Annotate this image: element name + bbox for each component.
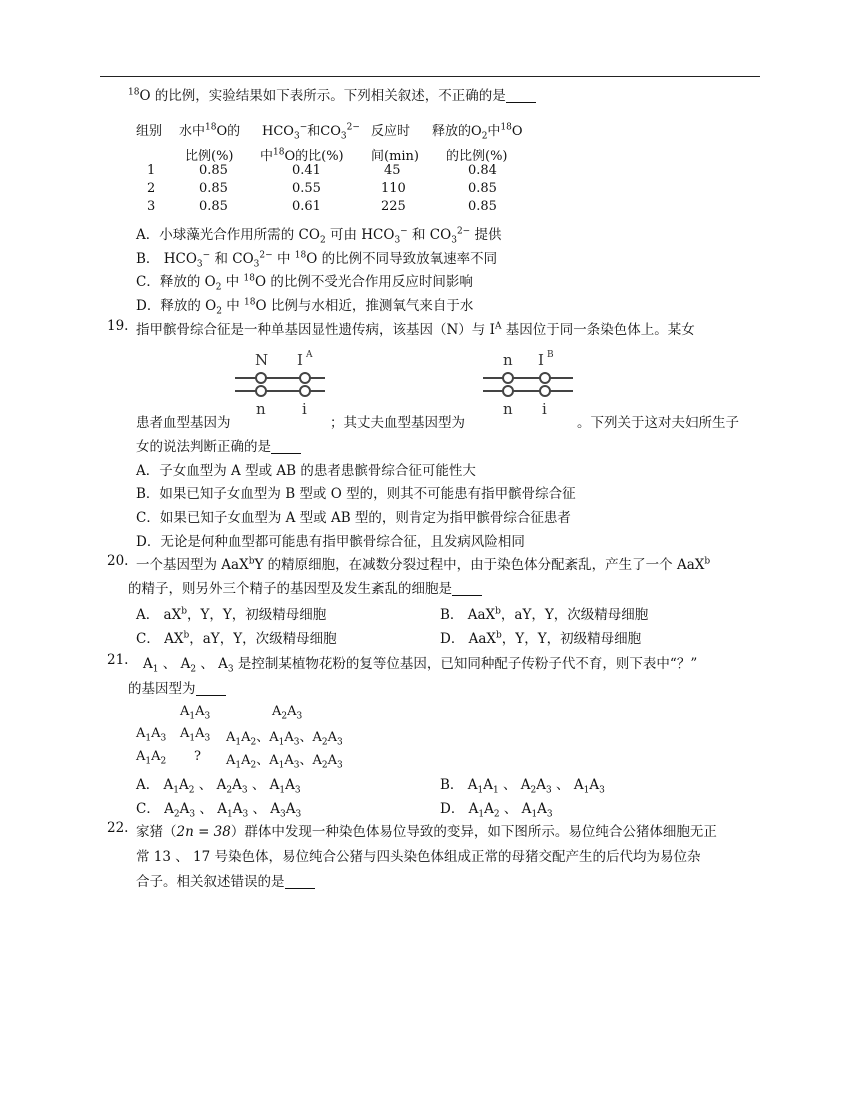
table-cell-question: ? [194, 749, 201, 764]
q18-option-b[interactable]: B． $HCO_3^-$ 和 $CO_3^{2-}$ 中 $^{18}$O 的比例不同导致放氧速率不同 [136, 250, 498, 270]
q22-stem-line3: 合子。相关叙述错误的是 [136, 870, 315, 890]
label-bot1: n [256, 400, 266, 418]
q19-option-d[interactable]: D．无论是何种血型都可能患有指甲髌骨综合征，且发病风险相同 [136, 534, 525, 550]
answer-blank[interactable] [506, 89, 536, 104]
q19-stem-line3: 女的说法判断正确的是 [136, 435, 301, 455]
table-cell: 0.61 [292, 199, 321, 214]
table-cell: 3 [147, 199, 156, 214]
table-cell: 1 [147, 163, 156, 178]
label-bot1: n [503, 400, 513, 418]
q22-number: 22. [107, 820, 129, 836]
label-top1: n [503, 351, 513, 369]
table-cell: 0.85 [468, 181, 497, 196]
label-bot2: i [302, 400, 307, 418]
table-header-water: 水中$^{18}$O的 [179, 122, 241, 139]
table-header-o2: 释放的$O_2$中$^{18}$O [432, 122, 523, 142]
q19-stem-line2c: 。下列关于这对夫妇所生子 [577, 415, 739, 431]
q20-stem-line1: 一个基因型为 AaX$^b$Y 的精原细胞，在减数分裂过程中，由于染色体分配紊乱，产生了一个 AaX$^b$ [136, 556, 711, 573]
answer-blank[interactable] [271, 440, 301, 455]
answer-blank[interactable] [196, 682, 226, 697]
table-cell: $A_1A_3$ [180, 726, 211, 744]
q19-option-b[interactable]: B．如果已知子女血型为 B 型或 O 型的，则其不可能患有指甲髌骨综合征 [136, 486, 576, 502]
table-cell: $A_1A_2$、$A_1A_3$、$A_2A_3$ [226, 753, 343, 771]
label-top2-sup: A [306, 350, 313, 360]
table-header-group: 组别 [136, 124, 163, 139]
table-cell: 110 [381, 181, 406, 196]
q20-option-b[interactable]: B． AaX$^b$，aY，Y，次级精母细胞 [440, 606, 649, 623]
q20-number: 20. [107, 553, 129, 569]
answer-blank[interactable] [285, 875, 315, 890]
q21-option-c[interactable]: C． $A_2A_3$ 、 $A_1A_3$ 、 $A_3A_3$ [136, 801, 302, 820]
table-header-o2-2: 的比例(%) [446, 149, 508, 164]
q19-stem-line2b: ；其丈夫血型基因型为 [330, 415, 465, 431]
q19-number: 19. [107, 318, 129, 334]
q22-stem-line1: 家猪（2n = 38）群体中发现一种染色体易位导致的变异，如下图所示。易位纯合公猪体细胞无正 [136, 824, 717, 840]
q19-stem-line1: 指甲髌骨综合征是一种单基因显性遗传病，该基因（N）与 $I^A$ 基因位于同一条染色体上。某女 [136, 321, 695, 338]
table-cell: $A_1A_2$、$A_1A_3$、$A_2A_3$ [226, 730, 343, 748]
table-cell: $A_1A_3$ [180, 704, 211, 722]
q18-option-d[interactable]: D．释放的 $O_2$ 中 $^{18}$O 比例与水相近，推测氧气来自于水 [136, 297, 474, 317]
answer-blank[interactable] [452, 582, 482, 597]
table-cell: 0.55 [292, 181, 321, 196]
header-rule [100, 76, 760, 77]
table-cell: $A_2A_3$ [272, 704, 303, 722]
table-header-time: 反应时 [371, 124, 411, 139]
table-cell: 2 [147, 181, 156, 196]
table-header-water-2: 比例(%) [185, 149, 234, 164]
table-cell: 0.85 [468, 199, 497, 214]
q19-stem-line2a: 患者血型基因为 [136, 415, 231, 431]
q22-stem-line2: 常 13 、 17 号染色体，易位纯合公猪与四头染色体组成正常的母猪交配产生的后代均为易位杂 [136, 849, 701, 865]
q21-stem-line2: 的基因型为 [128, 677, 226, 697]
husband-genotype-diagram [479, 346, 577, 420]
q18-stem-tail: $^{18}$O 的比例，实验结果如下表所示。下列相关叙述，不正确的是 [128, 84, 536, 104]
q20-option-a[interactable]: A． $aX^b$，Y，Y，初级精母细胞 [136, 606, 327, 623]
q19-option-c[interactable]: C．如果已知子女血型为 A 型或 AB 型的，则肯定为指甲髌骨综合征患者 [136, 510, 571, 526]
label-top2: I [297, 351, 303, 369]
table-cell: 225 [381, 199, 406, 214]
table-header-hco3: $HCO_3^-$和$CO_3^{2-}$ [262, 122, 360, 142]
table-cell: 0.84 [468, 163, 497, 178]
label-top2: I [538, 351, 544, 369]
label-bot2: i [542, 400, 547, 418]
table-cell: 45 [384, 163, 401, 178]
q18-option-c[interactable]: C．释放的 $O_2$ 中 $^{18}$O 的比例不受光合作用反应时间影响 [136, 273, 473, 293]
table-cell: $A_1A_3$ [136, 726, 167, 744]
q20-option-d[interactable]: D． AaX$^b$，Y，Y，初级精母细胞 [440, 630, 642, 647]
label-top2-sup: B [547, 350, 554, 360]
q21-option-d[interactable]: D． $A_1A_2$ 、 $A_1A_3$ [440, 801, 553, 820]
label-top1: N [255, 351, 269, 369]
table-header-hco3-2: 中$^{18}$O的比(%) [260, 147, 344, 164]
q18-option-a[interactable]: A．小球藻光合作用所需的 $CO_2$ 可由 $HCO_3^-$ 和 $CO_3^{2-}$ 提供 [136, 226, 502, 246]
q21-option-b[interactable]: B． $A_1A_1$ 、 $A_2A_3$ 、 $A_1A_3$ [440, 777, 605, 796]
table-cell: 0.85 [199, 181, 228, 196]
table-cell: 0.85 [199, 199, 228, 214]
q19-option-a[interactable]: A．子女血型为 A 型或 AB 的患者患髌骨综合征可能性大 [136, 463, 476, 479]
q21-stem-line1: $A_1$ 、 $A_2$ 、 $A_3$ 是控制某植物花粉的复等位基因，已知同种配子传粉子代不育，则下表中“？” [143, 656, 698, 675]
table-cell: 0.85 [199, 163, 228, 178]
table-cell: 0.41 [292, 163, 321, 178]
table-header-time-2: 间(min) [371, 149, 420, 164]
wife-genotype-diagram [231, 346, 329, 420]
q21-number: 21. [107, 652, 129, 668]
table-cell: $A_1A_2$ [136, 749, 167, 767]
q20-stem-line2: 的精子，则另外三个精子的基因型及发生紊乱的细胞是 [128, 577, 482, 597]
q21-option-a[interactable]: A． $A_1A_2$ 、 $A_2A_3$ 、 $A_1A_3$ [136, 777, 301, 796]
q20-option-c[interactable]: C． $AX^b$，aY，Y，次级精母细胞 [136, 630, 337, 647]
